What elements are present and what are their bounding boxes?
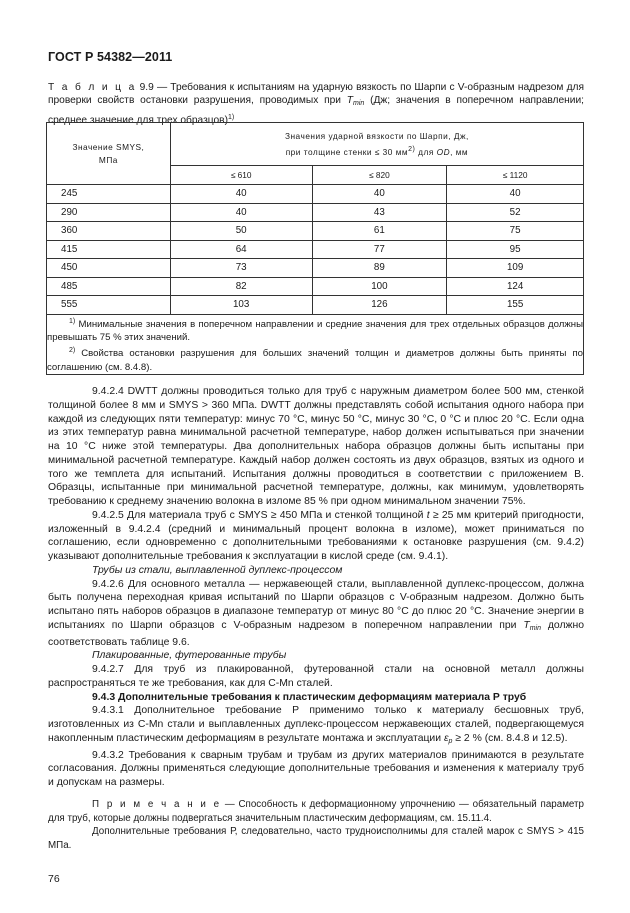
smys-cell: 245 [47,185,171,204]
table-title: 9.9 — Требования к испытаниям на ударную вязкость по Шарпи с V-образным надрезом для проверки свойств остановки разрушения, проводимых при [48,82,584,107]
section-heading-9-4-3: 9.4.3 Дополнительные требования к пластическим деформациям материала Р труб [92,691,527,703]
table-row [47,240,584,259]
paragraph-9-4-2-4: 9.4.2.4 DWTT должны проводиться только для труб с наружным диаметром более 500 мм, стенкой толщиной более 8 мм и SMYS > 360 МПа. DWTT должны представлять собой испытания одного набора при каждой из следующих пяти температур: минус 70 °С, минус 50 °С, минус 30 °С, 0 °С и плюс 20 °С. Если одна из этих температур равна минимальной расчетной температуре, набор должен испытываться при значении на 10 °С ниже этой температуры. Два дополнительных набора образцов должны быть испытаны при минимальной расчетной температуре. Каждый набор должен состоять из двух образцов, взятых из одного и того же темплета для испытаний. Испытания должны проводиться в соответствии с приложением В. Образцы, испытанные при минимальной расчетной температуре, должны, как минимум, удовлетворять требованию к среднему значению волокна в изломе 85 % при одном минимальном значении 75%. [48,386,584,507]
value-cell: 155 [447,296,584,315]
smys-cell: 450 [47,259,171,278]
paragraph-9-4-3-1 [48,704,584,748]
subheading-clad: Плакированные, футерованные трубы [92,650,287,662]
paragraph-9-4-2-5 [48,509,584,564]
od-symbol: OD [436,146,451,157]
value-cell: 40 [447,185,584,204]
table-row [47,259,584,278]
value-cell: 64 [170,240,312,259]
table-row [47,296,584,315]
smys-header-line2: МПа [98,154,118,165]
body-text [48,385,584,853]
value-cell: 103 [170,296,312,315]
smys-column-header [47,123,171,185]
value-cell: 40 [170,203,312,222]
table-notes [47,314,584,375]
group-header-for: для [415,146,437,157]
value-cell: 77 [312,240,447,259]
paragraph-9-4-2-7: 9.4.2.7 Для труб из плакированной, футерованной стали на основной металл должны распространяться те же требования, как для С-Mn сталей. [48,664,584,689]
value-cell: 61 [312,222,447,241]
value-cell: 89 [312,259,447,278]
smys-cell: 415 [47,240,171,259]
value-cell: 75 [447,222,584,241]
table-note [47,315,583,345]
value-cell: 82 [170,277,312,296]
text-run: 9.4.2.6 Для основного металла — нержавеющей стали, выплавленной дуплекс-процессом, должна быть получена переходная кривая испытаний по Шарпи образцов с V-образным надрезом. Должно быть испытано пять наборов образцов в диапазоне температур от минус 80 °С до плюс 20 °С. Значение энергии в испытаниях по Шарпи образцов с V-образным надрезом в поперечном направлении при [48,578,584,631]
value-cell: 124 [447,277,584,296]
note-mark: 2) [69,347,76,355]
value-cell: 126 [312,296,447,315]
table-row [47,203,584,222]
text-run: должно соответствовать таблице 9.6. [48,619,584,648]
t-symbol: T [523,619,530,631]
text-run: ≥ 25 мм критерий пригодности, изложенный в 9.4.2.4 (средний и минимальный процент волокна в изломе), может приниматься по соглашению, если одновременно с дополнительными требованиями к остановке разрушения (см. 9.4.2) указывают дополнительные требования к эксплуатации в кислой среде (см. 9.4.1). [48,509,584,562]
table-caption [48,81,584,127]
paragraph-9-4-2-6 [48,578,584,650]
group-header-note-ref: 2) [408,145,416,153]
subheading-duplex: Трубы из стали, выплавленной дуплекс-процессом [92,564,343,576]
value-cell: 100 [312,277,447,296]
od-820-header: ≤ 820 [312,166,447,185]
text-run: 9.4.2.5 Для материала труб с SMYS ≥ 450 МПа и стенкой толщиной [92,509,427,521]
note-text: Свойства остановки разрушения для больших значений толщин и диаметров должны быть приняты по соглашению (см. 8.4.8). [47,348,583,373]
smys-header-line1: Значение SMYS, [72,141,145,152]
caption-note-ref: 1) [227,113,235,121]
text-run: ≥ 2 % (см. 8.4.8 и 12.5). [452,732,568,744]
group-header-line1: Значения ударной вязкости по Шарпи, Дж, [284,130,469,141]
table-row [47,222,584,241]
smys-cell: 360 [47,222,171,241]
t-symbol: t [426,509,430,521]
value-cell: 52 [447,203,584,222]
standard-header: ГОСТ Р 54382—2011 [48,50,173,64]
value-cell: 73 [170,259,312,278]
note-text: — Способность к деформационному упрочнению — обязательный параметр для труб, которые должны подвергаться значительным пластическим деформациям, см. 15.11.4. [48,798,584,824]
smys-cell: 485 [47,277,171,296]
charpy-table [46,122,584,375]
paragraph-9-4-3-2: 9.4.3.2 Требования к сварным трубам и трубам из других материалов принимаются в результате согласования. Должны применяться следующие дополнительные требования и изменения к материалу труб и допускам на размеры. [48,749,584,788]
table-label: Т а б л и ц а [48,82,137,93]
note-label: П р и м е ч а н и е [92,798,222,810]
table-row [47,185,584,204]
note-paragraph [48,798,584,826]
table-header-row [47,123,584,166]
paragraph-additional-p: Дополнительные требования Р, следовательно, часто трудноисполнимы для сталей марок с SMYS > 415 МПа. [48,826,584,851]
value-cell: 95 [447,240,584,259]
table-title-tail: (Дж; значения в поперечном направлении; среднее значение для трех образцов) [48,95,584,126]
text-run: 9.4.3.1 Дополнительное требование Р применимо только к материалу бесшовных труб, изготовленных из С-Mn стали и выплавленных дуплекс-процессом нержавеющих сталей, подвергающемуся накопленным пластическим деформациям в результате монтажа и эксплуатации [48,705,584,744]
value-cell: 43 [312,203,447,222]
smys-cell: 555 [47,296,171,315]
od-1120-header: ≤ 1120 [447,166,584,185]
value-cell: 50 [170,222,312,241]
group-header-unit: , мм [450,146,469,157]
table-notes-row [47,314,584,375]
od-610-header: ≤ 610 [170,166,312,185]
t-symbol: T [346,95,354,107]
epsilon-subscript: p [448,737,453,745]
epsilon-symbol: ε [443,732,449,744]
value-cell: 40 [170,185,312,204]
table-note [47,344,583,374]
charpy-group-header [170,123,583,166]
page-number: 76 [48,873,60,885]
smys-cell: 290 [47,203,171,222]
group-header-line2: при толщине стенки ≤ 30 мм [285,146,409,157]
note-mark: 1) [69,317,76,325]
table-row [47,277,584,296]
value-cell: 109 [447,259,584,278]
note-text: Минимальные значения в поперечном направлении и средние значения для трех отдельных образцов должны превышать 75 % этих значений. [47,318,583,343]
value-cell: 40 [312,185,447,204]
t-subscript: min [353,100,365,108]
t-subscript: min [529,624,541,632]
